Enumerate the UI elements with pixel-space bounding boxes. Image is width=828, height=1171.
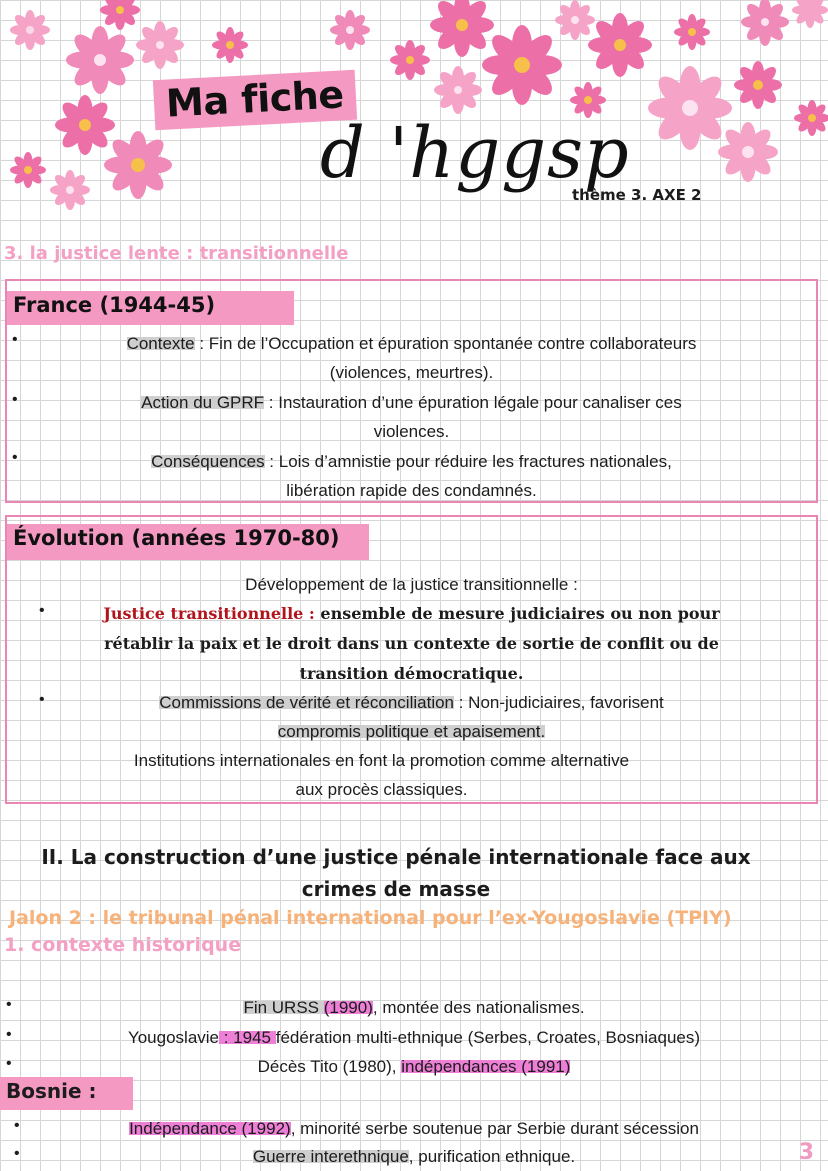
highlight-date: Indépendance (1992): [129, 1119, 291, 1138]
text-span: Yougoslavie: [127, 1028, 220, 1047]
text-span: ensemble de mesure judiciaires ou non pour: [314, 604, 720, 623]
context-item-yougoslavie: [0, 1023, 828, 1052]
france-item-consequences-line1: [7, 447, 816, 476]
evolution-box: [5, 515, 818, 804]
text-span: Décès Tito (1980),: [257, 1057, 402, 1076]
commissions-line2: [7, 717, 816, 746]
bullet-icon: •: [14, 1145, 20, 1162]
institutions-line1: Institutions internationales en font la promotion comme alternative: [133, 751, 630, 770]
highlight-text: Fin URSS: [243, 998, 324, 1017]
title-ma-fiche: Ma fiche: [153, 70, 357, 130]
bullet-icon: •: [6, 1026, 12, 1043]
bosnie-title: Bosnie :: [0, 1077, 133, 1110]
evolution-box-title: Évolution (années 1970-80): [7, 524, 369, 560]
title-hggsp: d 'hggsp: [320, 112, 630, 194]
bullet-icon: •: [14, 1117, 20, 1134]
text-span: : Instauration d’une épuration légale pour canaliser ces: [264, 393, 682, 412]
france-item-contexte-line1: [7, 329, 816, 358]
section-ii-title-line2: crimes de masse: [301, 877, 491, 901]
bullet-icon: •: [39, 691, 45, 708]
definition-line2: rétablir la paix et le droit dans un contexte de sortie de conflit ou de: [104, 634, 719, 653]
text-span: : Fin de l’Occupation et épuration spontanée contre collaborateurs: [194, 334, 697, 353]
definition-line1: [7, 599, 816, 628]
context-item-urss: [0, 993, 828, 1022]
france-box: [5, 279, 818, 503]
highlight-text: Guerre interethnique: [252, 1147, 409, 1166]
highlight-date: indépendances (1991): [401, 1057, 571, 1076]
contexte-historique-heading: 1. contexte historique: [4, 934, 242, 956]
bosnie-item-guerre: [0, 1142, 828, 1171]
bullet-icon: •: [12, 331, 18, 348]
definition-term: Justice transitionnelle :: [103, 604, 315, 623]
evolution-intro: Développement de la justice transitionnelle :: [245, 575, 578, 594]
highlight-date: : 1945: [219, 1028, 276, 1047]
bullet-icon: •: [12, 449, 18, 466]
theme-label: thème 3. AXE 2: [572, 186, 702, 204]
bullet-icon: •: [39, 602, 45, 619]
bullet-icon: •: [12, 391, 18, 408]
highlight-label: Contexte: [126, 334, 195, 353]
text-span: fédération multi-ethnique (Serbes, Croates, Bosniaques): [275, 1028, 701, 1047]
highlight-date: (1990): [323, 998, 373, 1017]
text-span: : Non-judiciaires, favorisent: [454, 693, 664, 712]
section-heading-justice-lente: 3. la justice lente : transitionnelle: [4, 243, 349, 264]
france-item-gprf-line1: [7, 388, 816, 417]
text-span: , minorité serbe soutenue par Serbie durant sécession: [290, 1119, 699, 1138]
institutions-line2: aux procès classiques.: [295, 780, 468, 799]
bullet-icon: •: [6, 996, 12, 1013]
page-number: 3: [798, 1140, 814, 1165]
france-item-contexte-line2: (violences, meurtres).: [329, 363, 494, 382]
highlight-label: Commissions de vérité et réconciliation: [159, 693, 455, 712]
bosnie-item-independance: [0, 1114, 828, 1143]
bullet-icon: •: [6, 1055, 12, 1072]
definition-line3: transition démocratique.: [299, 664, 524, 683]
highlight-label: Conséquences: [151, 452, 265, 471]
section-ii-title-line1: II. La construction d’une justice pénale internationale face aux: [41, 845, 751, 869]
highlight-label: compromis politique et apaisement.: [277, 722, 546, 741]
commissions-line1: [7, 688, 816, 717]
france-item-gprf-line2: violences.: [373, 422, 450, 441]
text-span: , montée des nationalismes.: [372, 998, 585, 1017]
france-item-consequences-line2: libération rapide des condamnés.: [286, 481, 537, 500]
jalon-heading: Jalon 2 : le tribunal pénal international pour l’ex-Yougoslavie (TPIY): [9, 907, 732, 929]
text-span: , purification ethnique.: [408, 1147, 576, 1166]
text-span: : Lois d’amnistie pour réduire les fractures nationales,: [264, 452, 672, 471]
highlight-label: Action du GPRF: [141, 393, 265, 412]
france-box-title: France (1944-45): [7, 291, 294, 325]
